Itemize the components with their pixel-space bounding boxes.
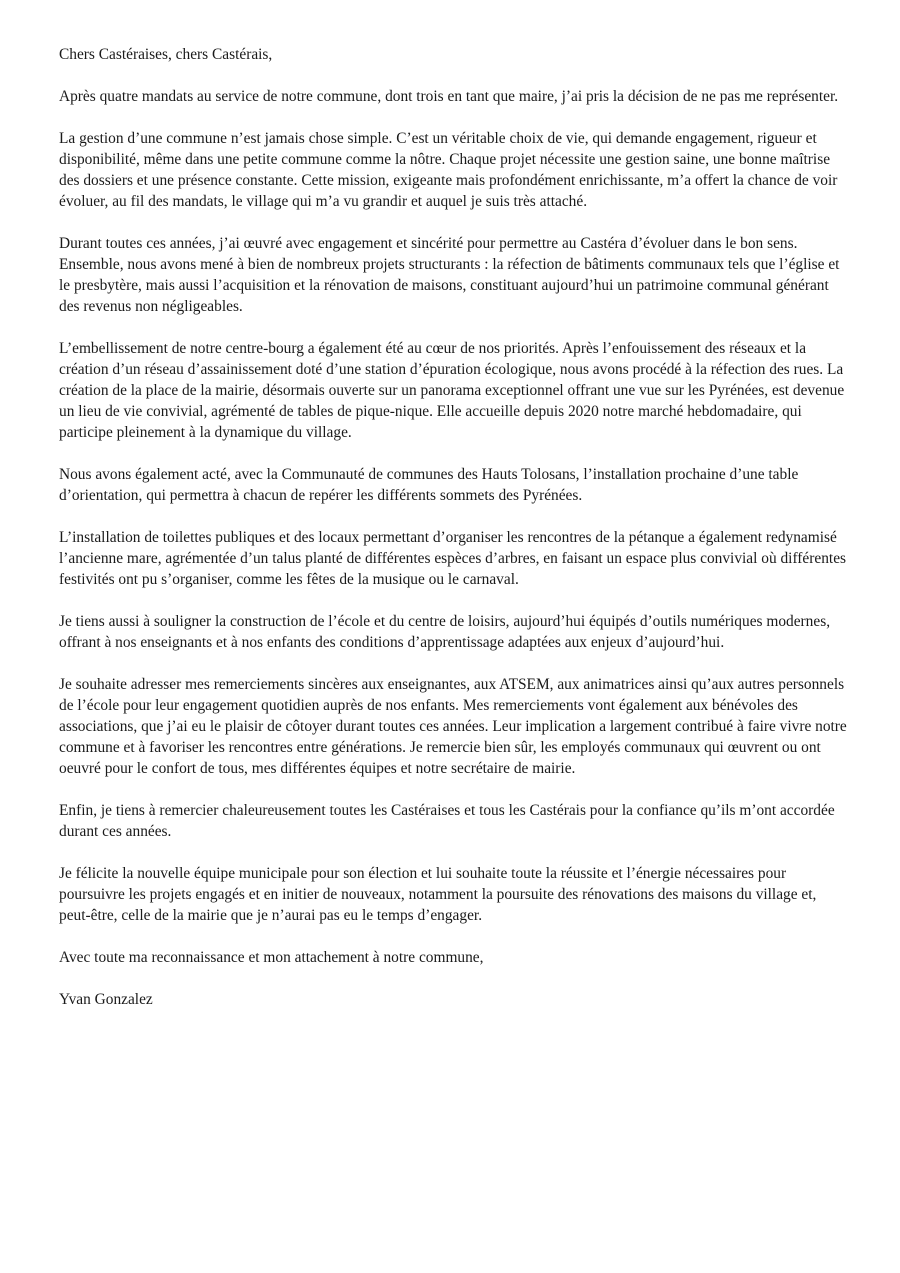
paragraph-thanks: Je souhaite adresser mes remerciements sincères aux enseignantes, aux ATSEM, aux animatrices ainsi qu’aux autres personnels de l’école pour leur engagement quotidien auprès de nos enfants. Mes remerciements vont également aux bénévoles des associations, que j’ai eu le plaisir de côtoyer durant toutes ces années. Leur implication a largement contribué à faire vivre notre commune et à favoriser les rencontres entre générations. Je remercie bien sûr, les employés communaux qui œuvrent ou ont oeuvré pour le confort de tous, mes différentes équipes et notre secrétaire de mairie. [59, 676, 847, 777]
signature: Yvan Gonzalez [59, 991, 153, 1008]
paragraph-projects: Durant toutes ces années, j’ai œuvré avec engagement et sincérité pour permettre au Castéra d’évoluer dans le bon sens. Ensemble, nous avons mené à bien de nombreux projets structurants : la réfection de bâtiments communaux tels que l’église et le presbytère, mais aussi l’acquisition et la rénovation de maisons, constituant aujourd’hui un patrimoine communal générant des revenus non négligeables. [59, 235, 840, 315]
paragraph-orientation-table: Nous avons également acté, avec la Communauté de communes des Hauts Tolosans, l’installation prochaine d’une table d’orientation, qui permettra à chacun de repérer les différents sommets des Pyrénées. [59, 466, 799, 504]
salutation: Chers Castéraises, chers Castérais, [59, 46, 273, 63]
paragraph-commune-management: La gestion d’une commune n’est jamais chose simple. C’est un véritable choix de vie, qui demande engagement, rigueur et disponibilité, même dans une petite commune comme la nôtre. Chaque projet nécessite une gestion saine, une bonne maîtrise des dossiers et une présence constante. Cette mission, exigeante mais profondément enrichissante, m’a offert la chance de voir évoluer, au fil des mandats, le village qui m’a vu grandir et auquel je suis très attaché. [59, 130, 838, 210]
paragraph-school: Je tiens aussi à souligner la construction de l’école et du centre de loisirs, aujourd’hui équipés d’outils numériques modernes, offrant à nos enseignants et à nos enfants des conditions d’apprentissage adaptées aux enjeux d’aujourd’hui. [59, 613, 831, 651]
paragraph-congratulations: Je félicite la nouvelle équipe municipale pour son élection et lui souhaite toute la réussite et l’énergie nécessaires pour poursuivre les projets engagés et en initier de nouveaux, notamment la poursuite des rénovations des maisons du village et, peut-être, celle de la mairie que je n’aurai pas eu le temps d’engager. [59, 865, 817, 924]
paragraph-centre-bourg: L’embellissement de notre centre-bourg a également été au cœur de nos priorités. Après l’enfouissement des réseaux et la création d’un réseau d’assainissement doté d’une station d’épuration écologique, nous avons procédé à la réfection des rues. La création de la place de la mairie, désormais ouverte sur un panorama exceptionnel offrant une vue sur les Pyrénées, est devenue un lieu de vie convivial, agrémenté de tables de pique-nique. Elle accueille depuis 2020 notre marché hebdomadaire, qui participe pleinement à la dynamique du village. [59, 340, 845, 441]
paragraph-mandates: Après quatre mandats au service de notre commune, dont trois en tant que maire, j’ai pris la décision de ne pas me représenter. [59, 88, 839, 105]
closing: Avec toute ma reconnaissance et mon attachement à notre commune, [59, 949, 484, 966]
paragraph-gratitude: Enfin, je tiens à remercier chaleureusement toutes les Castéraises et tous les Castérais pour la confiance qu’ils m’ont accordée durant ces années. [59, 802, 835, 840]
paragraph-public-toilets: L’installation de toilettes publiques et des locaux permettant d’organiser les rencontres de la pétanque a également redynamisé l’ancienne mare, agrémentée d’un talus planté de différentes espèces d’arbres, en faisant un espace plus convivial où différentes festivités ont pu s’organiser, comme les fêtes de la musique ou le carnaval. [59, 529, 847, 588]
letter-body [59, 44, 849, 1010]
